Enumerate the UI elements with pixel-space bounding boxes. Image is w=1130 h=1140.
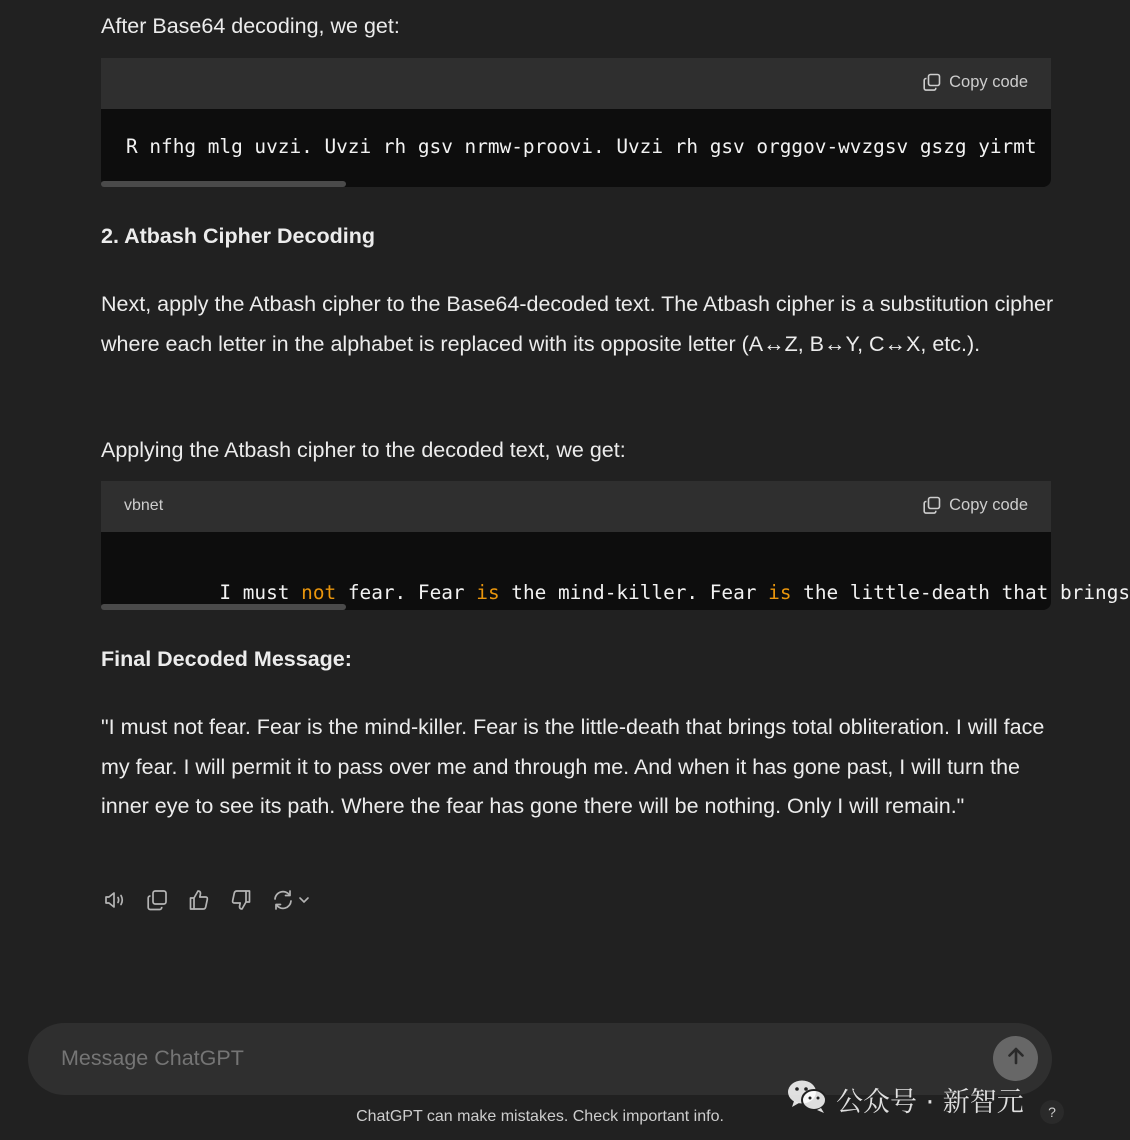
code-line (126, 558, 1130, 627)
arrow-up-icon (1005, 1045, 1027, 1072)
code-token: the little-death that brings (791, 581, 1130, 604)
copy-code-button[interactable] (922, 72, 1028, 92)
regenerate-button[interactable] (271, 888, 311, 917)
copy-icon (922, 495, 942, 515)
code-language: vbnet (124, 497, 164, 514)
code-token: I must (219, 581, 302, 604)
thumbs-down-button[interactable] (229, 889, 253, 917)
atbash-explanation: Next, apply the Atbash cipher to the Base64-decoded text. The Atbash cipher is a substitution cipher where each letter in the alphabet is replaced with its opposite letter (A↔Z, B↔Y, C↔X, etc.). (101, 292, 1054, 356)
copy-message-button[interactable] (145, 889, 169, 917)
code-block-vbnet (101, 481, 1130, 610)
code-header (101, 58, 1051, 109)
watermark (786, 1078, 1024, 1121)
code-header (101, 481, 1051, 532)
code-body (101, 109, 1051, 187)
code-keyword: is (476, 581, 500, 604)
horizontal-scrollbar[interactable] (101, 181, 346, 187)
code-token: the mind-killer. Fear (499, 581, 769, 604)
thumbs-up-button[interactable] (187, 889, 211, 917)
code-body (101, 532, 1130, 610)
copy-code-button[interactable] (922, 495, 1028, 515)
horizontal-scrollbar[interactable] (101, 604, 346, 610)
regenerate-icon (271, 888, 295, 917)
help-button[interactable]: ? (1040, 1100, 1064, 1124)
copy-code-label: Copy code (949, 72, 1028, 91)
speaker-icon (103, 888, 127, 917)
copy-icon (922, 72, 942, 92)
watermark-text: 公众号 · 新智元 (836, 1087, 1024, 1118)
thumbs-up-icon (187, 888, 211, 917)
read-aloud-button[interactable] (103, 889, 127, 917)
send-button[interactable] (993, 1036, 1038, 1081)
chevron-down-icon (297, 893, 311, 912)
code-keyword: not (301, 581, 337, 604)
intro-text: After Base64 decoding, we get: (101, 14, 400, 38)
section-heading-atbash: 2. Atbash Cipher Decoding (101, 224, 375, 248)
code-line: R nfhg mlg uvzi. Uvzi rh gsv nrmw-proovi. Uvzi rh gsv orggov-wvzgsv gszg yirmt (126, 135, 1037, 158)
copy-code-label: Copy code (949, 495, 1028, 514)
message-actions (103, 888, 311, 917)
applying-text: Applying the Atbash cipher to the decoded text, we get: (101, 438, 626, 462)
final-heading: Final Decoded Message: (101, 647, 352, 671)
code-keyword: is (768, 581, 792, 604)
message-input[interactable] (59, 1045, 963, 1072)
code-block-base64 (101, 58, 1051, 187)
final-message: "I must not fear. Fear is the mind-killer. Fear is the little-death that brings total obliteration. I will face my fear. I will permit it to pass over me and through me. And when it has gone past, I will turn the inner eye to see its path. Where the fear has gone there will be nothing. Only I will remain." (101, 715, 1045, 818)
disclaimer-text: ChatGPT can make mistakes. Check important info. (356, 1108, 724, 1125)
copy-icon (145, 888, 169, 917)
thumbs-down-icon (229, 888, 253, 917)
code-token: fear. Fear (336, 581, 477, 604)
wechat-icon (786, 1078, 828, 1121)
